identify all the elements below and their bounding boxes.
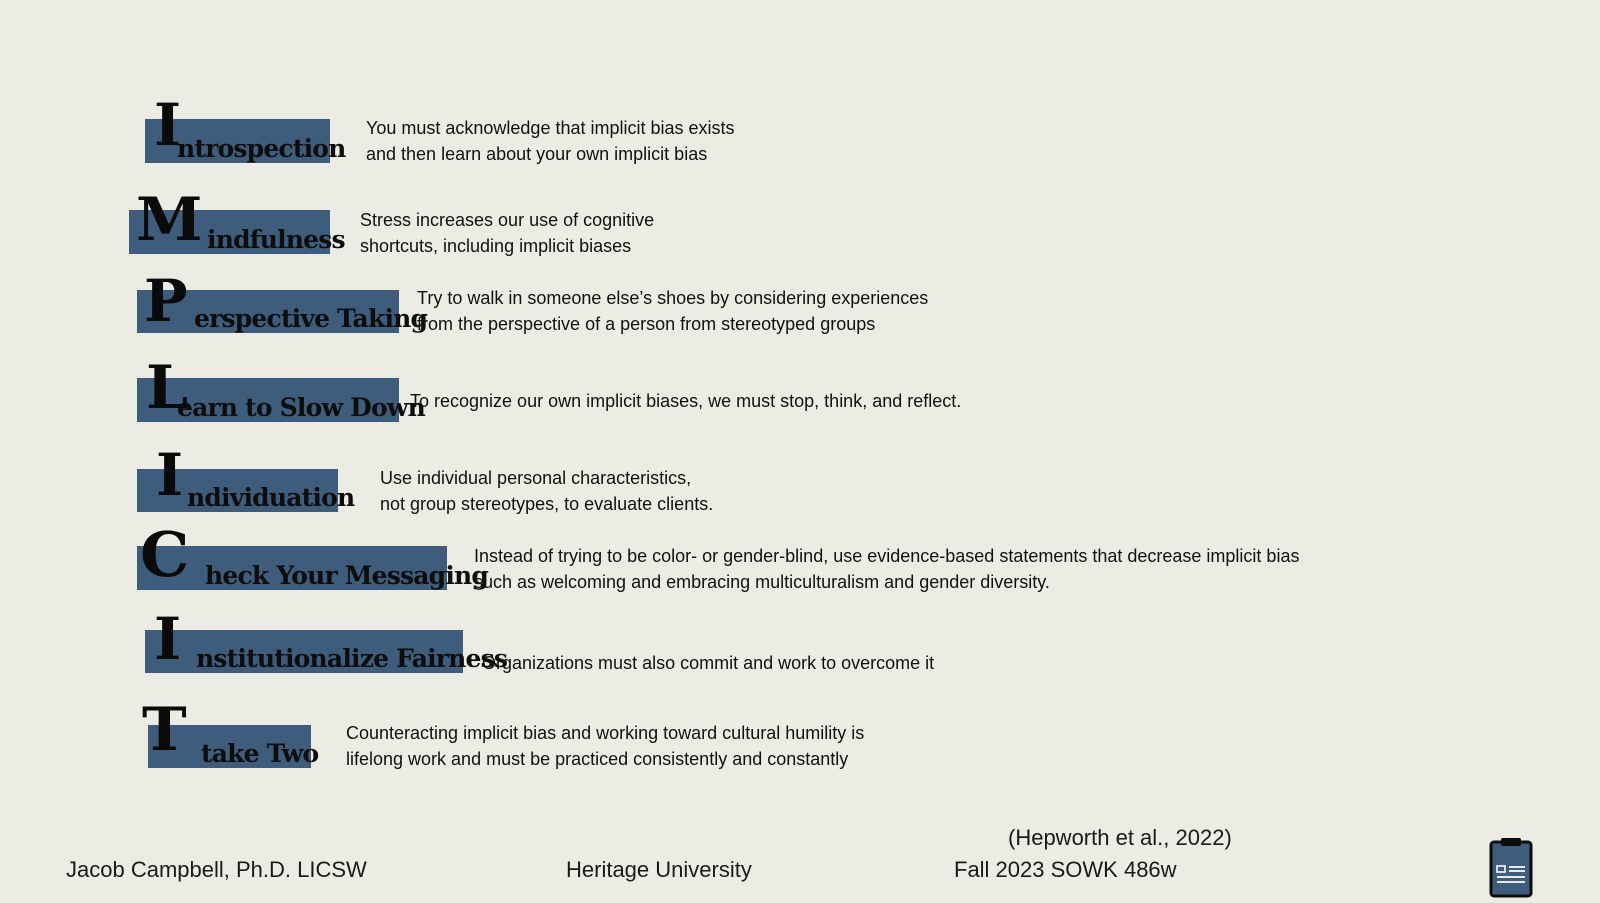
item-label-rest: erspective Taking: [194, 304, 428, 333]
description-line-1: To recognize our own implicit biases, we must stop, think, and reflect.: [410, 391, 962, 411]
item-label-rest: take Two: [201, 739, 319, 768]
course-info: Fall 2023 SOWK 486w: [954, 857, 1177, 882]
citation: (Hepworth et al., 2022): [1008, 825, 1232, 850]
item-description: [366, 115, 735, 167]
item-initial: I: [154, 91, 182, 159]
description-line-2: and then learn about your own implicit bias: [366, 144, 708, 164]
author-name: Jacob Campbell, Ph.D. LICSW: [66, 857, 367, 882]
item-label-rest: ndividuation: [187, 483, 355, 512]
item-description: [410, 388, 961, 414]
item-initial: I: [156, 441, 184, 509]
item-initial: C: [140, 518, 190, 591]
item-label-rest: earn to Slow Down: [177, 393, 425, 422]
clipboard-icon: [1489, 836, 1533, 898]
description-line-2: from the perspective of a person from stereotyped groups: [417, 314, 876, 334]
item-description: [346, 720, 864, 772]
item-description: [380, 465, 713, 517]
description-line-1: Try to walk in someone else’s shoes by considering experiences: [417, 288, 929, 308]
item-initial: P: [144, 267, 188, 335]
description-line-2: shortcuts, including implicit biases: [360, 236, 632, 256]
item-description: [417, 285, 928, 337]
item-initial: I: [154, 605, 182, 673]
item-initial: M: [136, 185, 203, 255]
item-label-rest: heck Your Messaging: [205, 561, 489, 590]
item-initial: T: [142, 695, 187, 765]
item-description: [482, 650, 934, 676]
item-label-rest: ntrospection: [177, 134, 346, 163]
description-line-1: Organizations must also commit and work to overcome it: [482, 653, 935, 673]
item-label-rest: indfulness: [207, 225, 345, 254]
item-label-box: [145, 630, 508, 673]
institution-name: Heritage University: [566, 857, 752, 882]
item-description: [474, 543, 1299, 595]
description-line-1: Counteracting implicit bias and working toward cultural humility is: [346, 723, 865, 743]
description-line-1: Use individual personal characteristics,: [380, 468, 692, 488]
description-line-2: not group stereotypes, to evaluate clients.: [380, 494, 714, 514]
item-description: [360, 207, 654, 259]
description-line-1: Stress increases our use of cognitive: [360, 210, 655, 230]
description-line-2: lifelong work and must be practiced consistently and constantly: [346, 749, 849, 769]
item-initial: L: [146, 353, 189, 423]
description-line-1: Instead of trying to be color- or gender-blind, use evidence-based statements that decrease implicit bias: [474, 546, 1300, 566]
description-line-2: such as welcoming and embracing multiculturalism and gender diversity.: [474, 572, 1050, 592]
description-line-1: You must acknowledge that implicit bias exists: [366, 118, 735, 138]
item-label-rest: nstitutionalize Fairness: [196, 644, 508, 673]
